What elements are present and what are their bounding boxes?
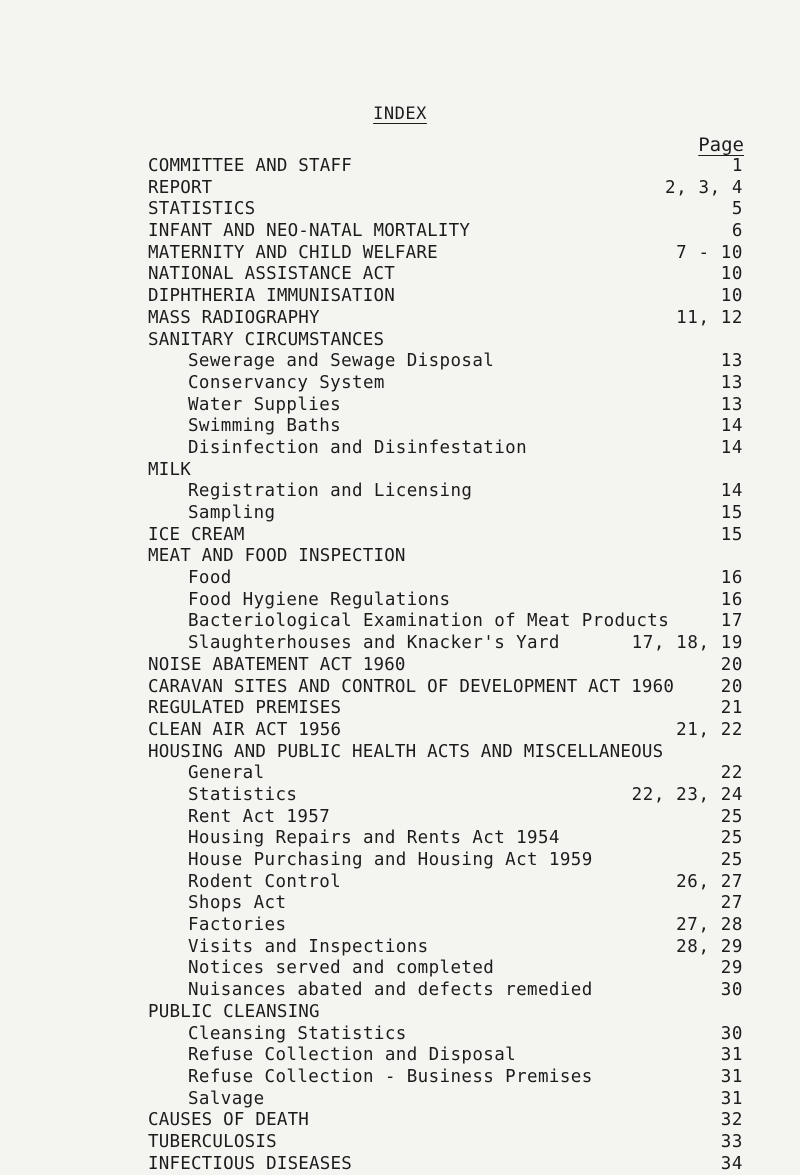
- entry-label: Food Hygiene Regulations: [188, 589, 451, 610]
- index-entry: [0, 677, 800, 699]
- entry-page-numbers: 20: [720, 676, 743, 697]
- index-subentry: [0, 1024, 800, 1046]
- entry-label: MATERNITY AND CHILD WELFARE: [148, 242, 438, 263]
- entry-label: COMMITTEE AND STAFF: [148, 156, 352, 176]
- index-subentry: [0, 611, 800, 633]
- entry-page-numbers: 25: [720, 828, 743, 849]
- entry-page-numbers: 14: [720, 437, 743, 458]
- entry-label: SANITARY CIRCUMSTANCES: [148, 329, 385, 350]
- entry-page-numbers: 5: [731, 199, 743, 220]
- entry-label: Disinfection and Disinfestation: [188, 437, 528, 458]
- entry-page-numbers: 7 - 10: [676, 242, 743, 263]
- entry-page-numbers: 15: [720, 503, 743, 523]
- entry-label: Swimming Baths: [188, 416, 342, 437]
- entry-page-numbers: 32: [720, 1110, 743, 1131]
- index-subentry: [0, 893, 800, 915]
- index-entries: [0, 156, 800, 1175]
- entry-page-numbers: 16: [720, 589, 743, 610]
- index-entry: [0, 1110, 800, 1132]
- index-entry: [0, 1154, 800, 1175]
- entry-page-numbers: 34: [720, 1153, 743, 1174]
- entry-label: Slaughterhouses and Knacker's Yard: [188, 633, 560, 654]
- index-subentry: [0, 568, 800, 590]
- page-column-heading: Page: [698, 134, 744, 156]
- index-subentry: [0, 828, 800, 850]
- entry-page-numbers: 14: [720, 481, 743, 502]
- index-entry: [0, 199, 800, 221]
- entry-page-numbers: 1: [731, 156, 743, 176]
- entry-label: NATIONAL ASSISTANCE ACT: [148, 264, 395, 285]
- entry-page-numbers: 13: [720, 372, 743, 393]
- entry-label: Statistics: [188, 784, 298, 805]
- entry-label: Cleansing Statistics: [188, 1023, 407, 1044]
- entry-page-numbers: 33: [720, 1131, 743, 1152]
- entry-page-numbers: 2, 3, 4: [665, 177, 743, 198]
- entry-label: House Purchasing and Housing Act 1959: [188, 850, 593, 870]
- entry-page-numbers: 13: [720, 351, 743, 372]
- entry-label: INFECTIOUS DISEASES: [148, 1153, 352, 1174]
- index-title: INDEX: [373, 104, 427, 124]
- index-entry: [0, 243, 800, 265]
- entry-label: Registration and Licensing: [188, 481, 473, 502]
- index-entry: [0, 546, 800, 568]
- index-subentry: [0, 438, 800, 460]
- index-entry: [0, 698, 800, 720]
- entry-page-numbers: 21: [720, 698, 743, 719]
- index-subentry: [0, 958, 800, 980]
- index-entry: [0, 221, 800, 243]
- entry-label: Salvage: [188, 1088, 265, 1109]
- index-subentry: [0, 980, 800, 1002]
- entry-page-numbers: 29: [720, 958, 743, 979]
- index-subentry: [0, 481, 800, 503]
- index-subentry: [0, 785, 800, 807]
- index-subentry: [0, 395, 800, 417]
- entry-page-numbers: 6: [731, 221, 743, 242]
- entry-label: Sampling: [188, 503, 276, 523]
- index-subentry: [0, 373, 800, 395]
- entry-label: Rodent Control: [188, 871, 342, 892]
- index-entry: [0, 1132, 800, 1154]
- entry-label: Bacteriological Examination of Meat Products: [188, 611, 670, 632]
- entry-label: ICE CREAM: [148, 524, 245, 545]
- entry-label: STATISTICS: [148, 199, 256, 220]
- entry-label: Refuse Collection - Business Premises: [188, 1066, 593, 1087]
- entry-label: TUBERCULOSIS: [148, 1131, 277, 1152]
- entry-label: INFANT AND NEO-NATAL MORTALITY: [148, 221, 471, 242]
- entry-page-numbers: 25: [720, 806, 743, 827]
- entry-page-numbers: 30: [720, 980, 743, 1001]
- entry-page-numbers: 25: [720, 850, 743, 870]
- entry-label: Food: [188, 568, 232, 589]
- index-entry: [0, 525, 800, 547]
- entry-label: Notices served and completed: [188, 958, 495, 979]
- index-subentry: [0, 416, 800, 438]
- entry-page-numbers: 31: [720, 1066, 743, 1087]
- index-entry: [0, 156, 800, 178]
- index-entry: [0, 330, 800, 352]
- index-entry: [0, 655, 800, 677]
- index-entry: [0, 742, 800, 764]
- entry-label: Refuse Collection and Disposal: [188, 1045, 517, 1066]
- entry-label: REGULATED PREMISES: [148, 698, 342, 719]
- entry-page-numbers: 31: [720, 1045, 743, 1066]
- entry-label: MASS RADIOGRAPHY: [148, 307, 320, 328]
- entry-page-numbers: 20: [720, 654, 743, 675]
- entry-page-numbers: 13: [720, 394, 743, 415]
- index-subentry: [0, 1089, 800, 1111]
- entry-label: PUBLIC CLEANSING: [148, 1001, 320, 1022]
- entry-label: General: [188, 763, 265, 784]
- entry-label: Sewerage and Sewage Disposal: [188, 351, 495, 372]
- entry-label: CAUSES OF DEATH: [148, 1110, 310, 1131]
- entry-label: Nuisances abated and defects remedied: [188, 980, 593, 1001]
- entry-label: HOUSING AND PUBLIC HEALTH ACTS AND MISCELLANEOUS: [148, 741, 664, 762]
- index-entry: [0, 264, 800, 286]
- entry-page-numbers: 11, 12: [676, 307, 743, 328]
- entry-label: Rent Act 1957: [188, 806, 331, 827]
- entry-page-numbers: 27, 28: [676, 915, 743, 936]
- index-subentry: [0, 590, 800, 612]
- entry-page-numbers: 10: [720, 286, 743, 307]
- entry-label: Conservancy System: [188, 372, 385, 393]
- entry-page-numbers: 30: [720, 1023, 743, 1044]
- entry-page-numbers: 15: [720, 524, 743, 545]
- entry-label: MILK: [148, 459, 191, 480]
- index-subentry: [0, 850, 800, 872]
- index-entry: [0, 286, 800, 308]
- index-subentry: [0, 1067, 800, 1089]
- index-subentry: [0, 915, 800, 937]
- index-entry: [0, 308, 800, 330]
- index-entry: [0, 720, 800, 742]
- index-subentry: [0, 351, 800, 373]
- index-entry: [0, 460, 800, 482]
- entry-label: Water Supplies: [188, 394, 342, 415]
- entry-label: Factories: [188, 915, 287, 936]
- index-subentry: [0, 633, 800, 655]
- entry-label: Shops Act: [188, 893, 287, 914]
- entry-page-numbers: 17: [720, 611, 743, 632]
- entry-page-numbers: 31: [720, 1088, 743, 1109]
- entry-page-numbers: 21, 22: [676, 719, 743, 740]
- entry-page-numbers: 28, 29: [676, 936, 743, 957]
- entry-page-numbers: 17, 18, 19: [631, 633, 743, 654]
- index-subentry: [0, 503, 800, 525]
- entry-label: NOISE ABATEMENT ACT 1960: [148, 654, 406, 675]
- entry-page-numbers: 22: [720, 763, 743, 784]
- index-subentry: [0, 937, 800, 959]
- index-entry: [0, 1002, 800, 1024]
- index-subentry: [0, 872, 800, 894]
- entry-label: DIPHTHERIA IMMUNISATION: [148, 286, 395, 307]
- entry-label: REPORT: [148, 177, 213, 198]
- entry-page-numbers: 14: [720, 416, 743, 437]
- entry-page-numbers: 27: [720, 893, 743, 914]
- index-subentry: [0, 763, 800, 785]
- entry-label: Visits and Inspections: [188, 936, 429, 957]
- index-subentry: [0, 1045, 800, 1067]
- entry-label: Housing Repairs and Rents Act 1954: [188, 828, 560, 849]
- entry-page-numbers: 16: [720, 568, 743, 589]
- index-subentry: [0, 807, 800, 829]
- index-entry: [0, 178, 800, 200]
- entry-label: MEAT AND FOOD INSPECTION: [148, 546, 406, 567]
- entry-label: CARAVAN SITES AND CONTROL OF DEVELOPMENT ACT 1960: [148, 676, 675, 697]
- entry-page-numbers: 22, 23, 24: [631, 784, 743, 805]
- entry-page-numbers: 10: [720, 264, 743, 285]
- entry-page-numbers: 26, 27: [676, 871, 743, 892]
- entry-label: CLEAN AIR ACT 1956: [148, 719, 342, 740]
